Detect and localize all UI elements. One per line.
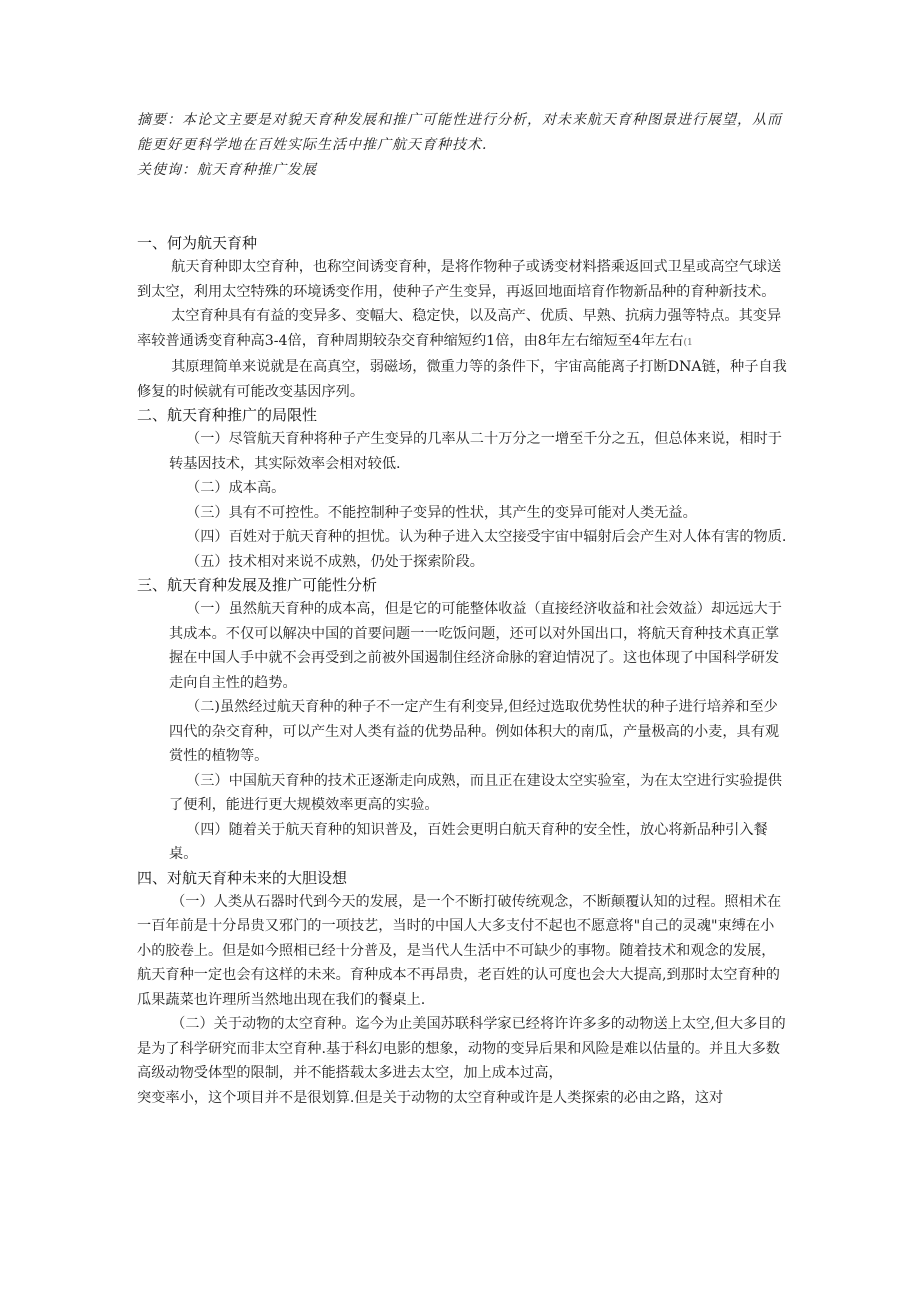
section-2-item-1: （一）尽管航天育种将种子产生变异的几率从二十万分之一增至千分之五，但总体来说，相时于转基因技术，其实际效率会相对较低. (169, 431, 782, 472)
keywords-line: 关使询：航天育种推广发展 (137, 162, 317, 178)
section-3-item-4: （四）随着关于航天育种的知识普及，百姓会更明白航天育种的安全性，放心将新品种引入餐桌。 (169, 821, 768, 862)
section-1-paragraph-2-text: 太空育种具有有益的变异多、变幅大、稳定快，以及高产、优质、早熟、抗病力强等特点。其变异率较普通诱变育种高3-4倍，育种周期较杂交育种缩短约1倍，由8年左右缩短至4年左右 (137, 308, 782, 349)
section-4-paragraph-1: （一）人类从石器时代到今天的发展，是一个不断打破传统观念，不断颠覆认知的过程。照相术在一百年前是十分昂贵又邪门的一项技艺，当时的中国人大多支付不起也不愿意将"自己的灵魂"束缚在小小的胶卷上。但是如今照相已经十分普及，是当代人生活中不可缺少的事物。随着技术和观念的发展，航天育种一定也会有这样的未来。育种成本不再昂贵，老百姓的认可度也会大大提高,到那时太空育种的瓜果蔬菜也许理所当然地出现在我们的餐桌上. (137, 893, 782, 1008)
section-1-paragraph-3: 其原理简单来说就是在高真空，弱磁场，微重力等的条件下，宇宙高能离子打断DNA链，种子自我修复的时候就有可能改变基因序列。 (137, 359, 787, 400)
document-body (137, 232, 787, 1110)
citation-marker: (1 (683, 337, 693, 348)
section-3-item-3: （三）中国航天育种的技术正逐渐走向成熟，而且正在建设太空实验室，为在太空进行实验提供了便利，能进行更大规模效率更高的实验。 (169, 772, 782, 813)
section-2-heading: 二、航天育种推广的局限性 (137, 406, 318, 424)
section-2-item-4: （四）百姓对于航天育种的担忧。认为种子进入太空接受宇宙中辐射后会产生对人体有害的物质. (186, 529, 787, 545)
section-1-paragraph-1: 航天育种即太空育种，也称空间诱变育种，是将作物种子或诱变材料搭乘返回式卫星或高空气球送到太空，利用太空特殊的环境诱变作用，使种子产生变异，再返回地面培育作物新品种的育种新技术。 (137, 259, 782, 300)
section-4-heading: 四、对航天育种未来的大胆设想 (137, 868, 348, 887)
section-3-heading: 三、航天育种发展及推广可能性分析 (137, 576, 378, 594)
section-3-item-2: （二)虽然经过航天育种的种子不一定产生有利变异,但经过选取优势性状的种子进行培养和至少四代的杂交育种，可以产生对人类有益的优势品种。例如体积大的南瓜，产量极高的小麦，具有观赏性的植物等。 (169, 699, 780, 764)
section-4-paragraph-2: （二）关于动物的太空育种。迄今为止美国苏联科学家已经将许许多多的动物送上太空,但大多目的是为了科学研究而非太空育种.基于科幻电影的想象，动物的变异后果和风险是难以估量的。并且大多数高级动物受体型的限制，并不能搭载太多进去太空，加上成本过高， (137, 1016, 786, 1081)
abstract-block (137, 108, 787, 183)
section-2-item-2: （二）成本高。 (186, 480, 286, 496)
section-2-item-5: （五）技术相对来说不成熟，仍处于探索阶段。 (186, 553, 484, 570)
section-1-paragraph-2 (137, 304, 787, 355)
section-1-heading: 一、何为航天育种 (137, 234, 258, 252)
abstract-text: 摘要：本论文主要是对貌天育种发展和推广可能性进行分析，对未来航天育种图景进行展望，从而能更好更科学地在百姓实际生活中推广航天育种技术. (137, 112, 782, 153)
section-2-item-3: （三）具有不可控性。不能控制种子变异的性状，其产生的变异可能对人类无益。 (186, 504, 697, 521)
section-4-paragraph-3: 突变率小，这个项目并不是很划算.但是关于动物的太空育种或许是人类探索的必由之路，这对 (137, 1089, 724, 1106)
section-3-item-1: （一）虽然航天育种的成本高，但是它的可能整体收益（直接经济收益和社会效益）却远远大于其成本。不仅可以解决中国的首要问题一一吃饭问题，还可以对外国出口，将航天育种技术真正掌握在中国人手中就不会再受到之前被外国遏制住经济命脉的窘迫情况了。这也体现了中国科学研发走向自主性的趋势。 (169, 601, 782, 691)
